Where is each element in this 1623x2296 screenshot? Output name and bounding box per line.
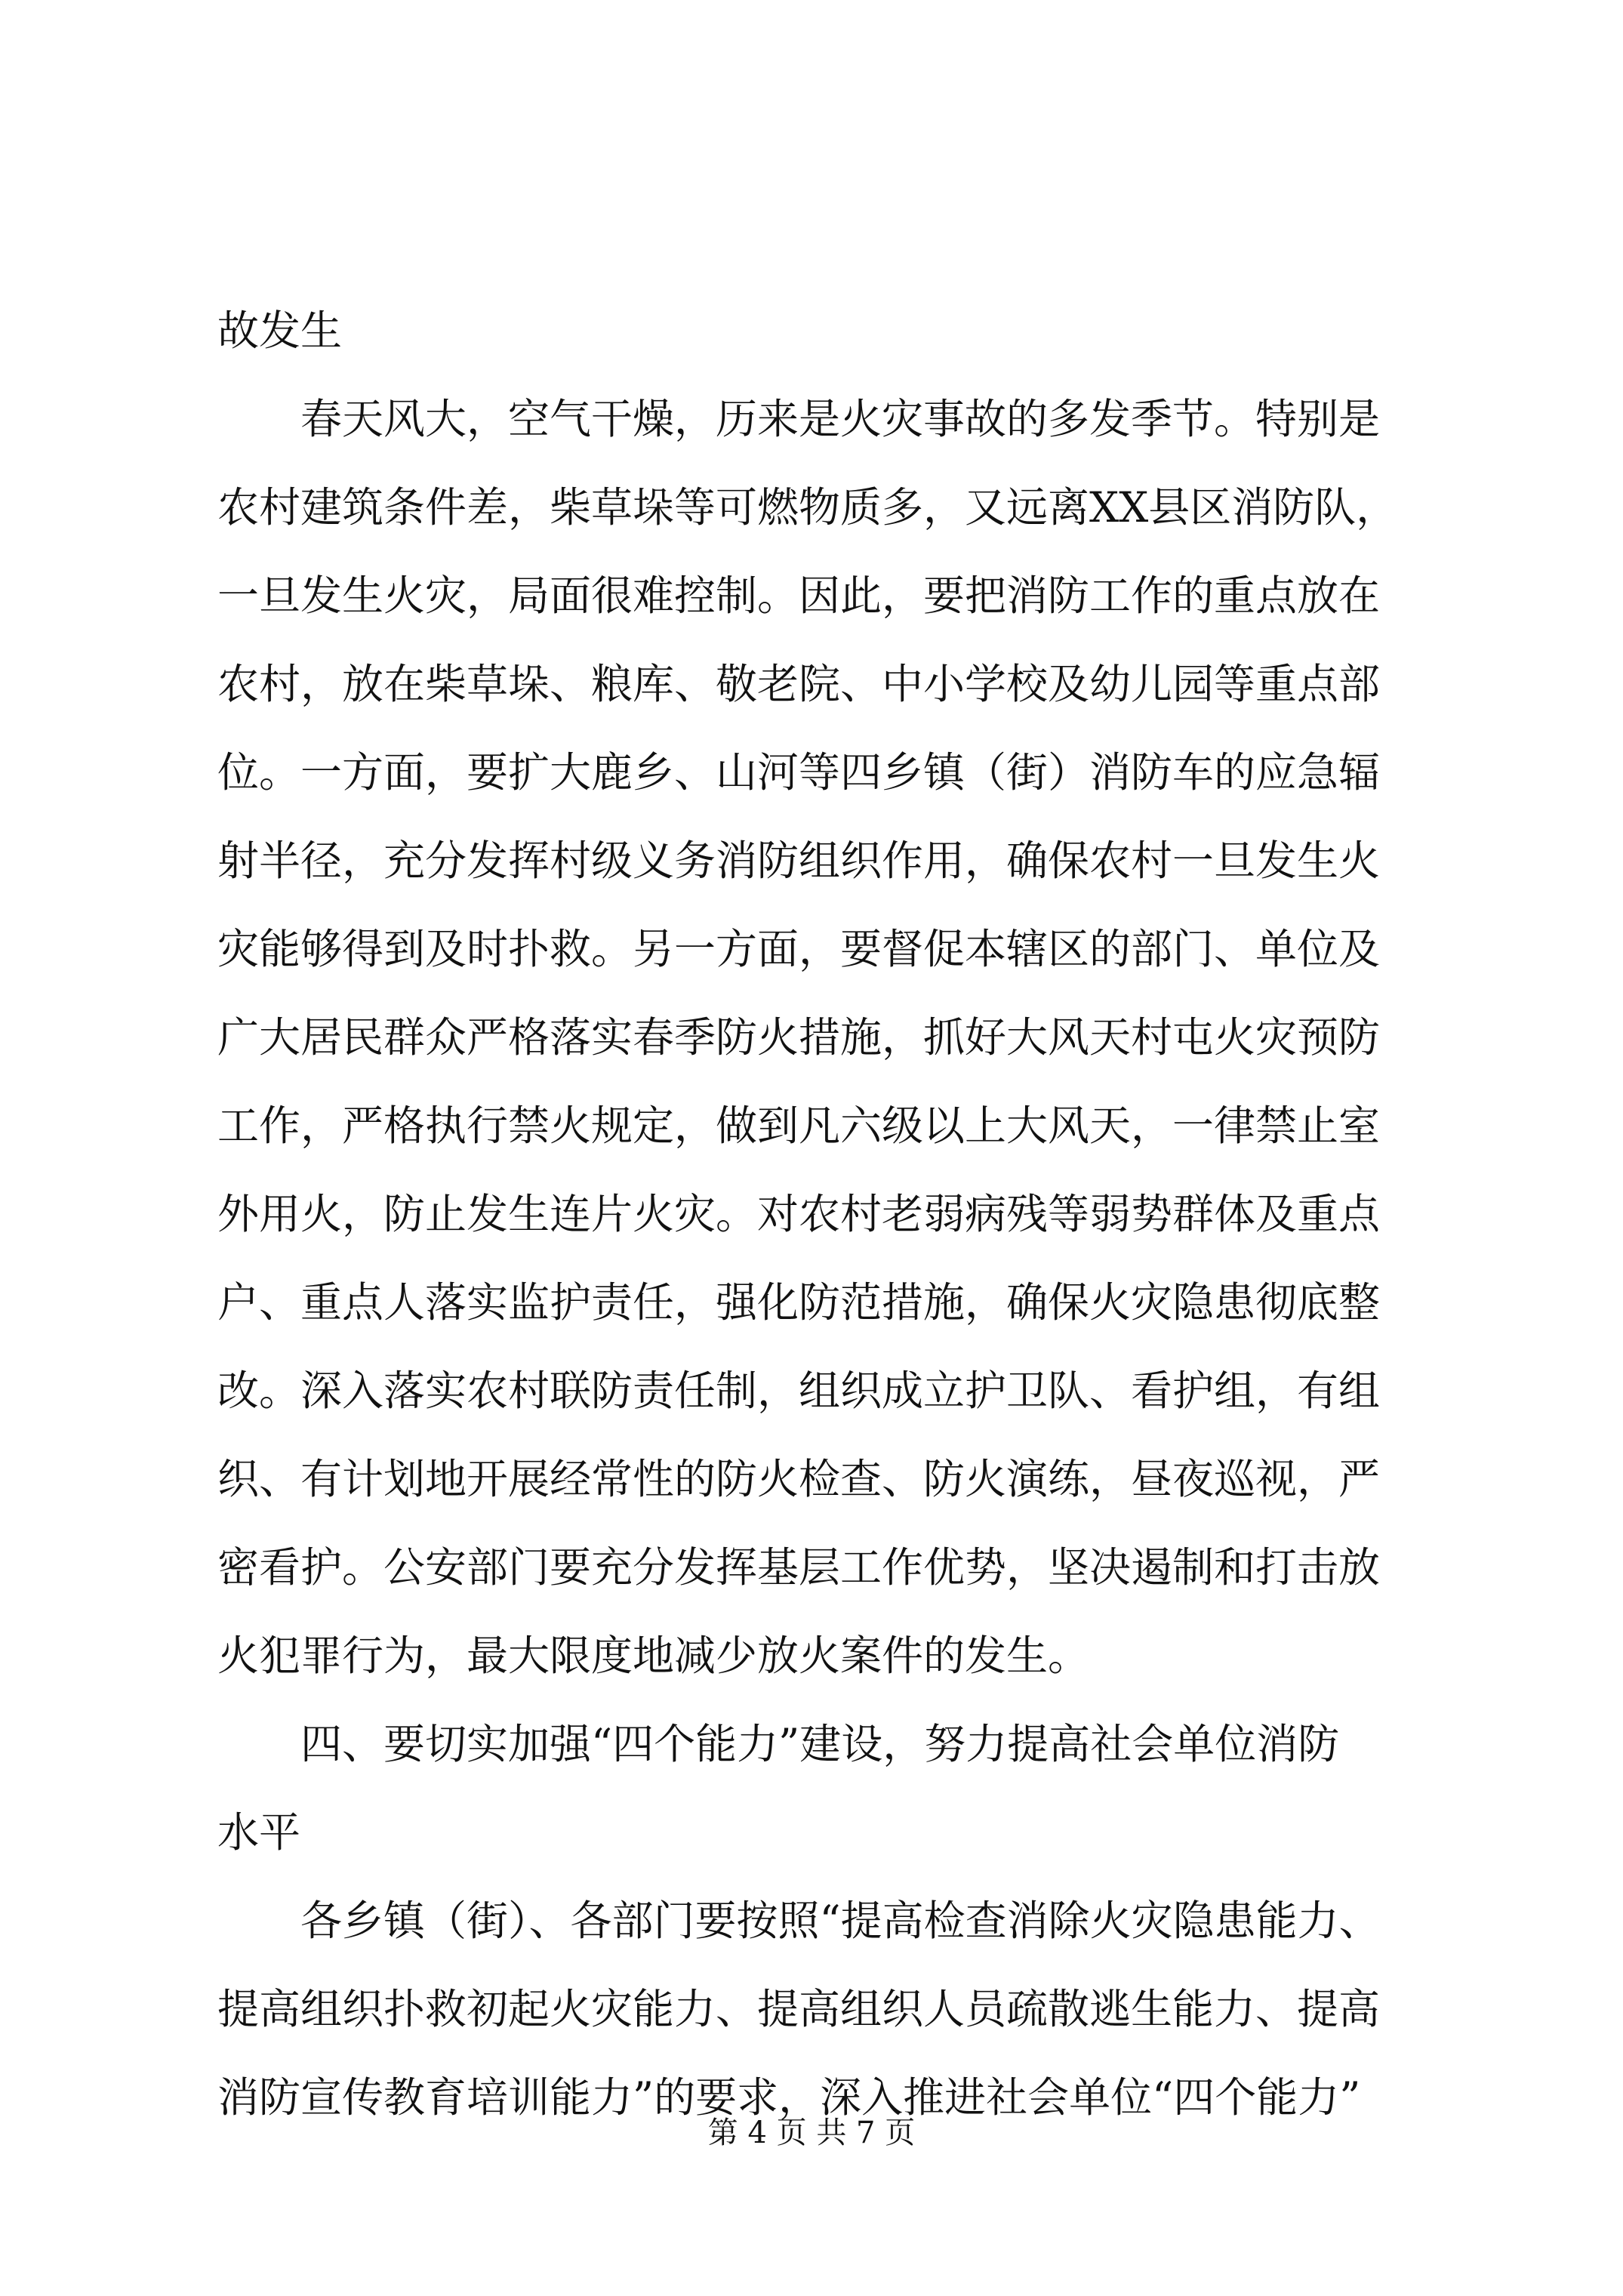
text-line: 户、重点人落实监护责任，强化防范措施，确保火灾隐患彻底整 xyxy=(217,1278,1381,1327)
text-line: 工作，严格执行禁火规定，做到凡六级以上大风天，一律禁止室 xyxy=(217,1102,1381,1150)
section-heading-line: 四、要切实加强“四个能力”建设，努力提高社会单位消防 xyxy=(300,1720,1340,1768)
text-line: 射半径，充分发挥村级义务消防组织作用，确保农村一旦发生火 xyxy=(217,837,1381,885)
text-line: 密看护。公安部门要充分发挥基层工作优势，坚决遏制和打击放 xyxy=(217,1543,1381,1592)
text-line: 各乡镇（街）、各部门要按照“提高检查消除火灾隐患能力、 xyxy=(300,1897,1381,1945)
text-line: 一旦发生火灾，局面很难控制。因此，要把消防工作的重点放在 xyxy=(217,572,1381,620)
text-line: 消防宣传教育培训能力”的要求，深入推进社会单位“四个能力” xyxy=(217,2073,1361,2122)
text-line: 灾能够得到及时扑救。另一方面，要督促本辖区的部门、单位及 xyxy=(217,925,1381,973)
text-line: 织、有计划地开展经常性的防火检查、防火演练，昼夜巡视，严 xyxy=(217,1455,1381,1503)
page-number-footer: 第 4 页 共 7 页 xyxy=(707,2116,916,2150)
text-line: 火犯罪行为，最大限度地减少放火案件的发生。 xyxy=(217,1632,1090,1680)
text-line: 改。深入落实农村联防责任制，组织成立护卫队、看护组，有组 xyxy=(217,1367,1381,1415)
text-line: 外用火，防止发生连片火灾。对农村老弱病残等弱势群体及重点 xyxy=(217,1190,1381,1238)
text-line: 广大居民群众严格落实春季防火措施，抓好大风天村屯火灾预防 xyxy=(217,1013,1381,1062)
document-body xyxy=(217,287,1425,2142)
text-line: 故发生 xyxy=(217,307,343,355)
text-line: 春天风大，空气干燥，历来是火灾事故的多发季节。特别是 xyxy=(300,395,1381,443)
text-line: 农村建筑条件差，柴草垛等可燃物质多，又远离XX县区消防队， xyxy=(217,483,1398,532)
text-line: 位。一方面，要扩大鹿乡、山河等四乡镇（街）消防车的应急辐 xyxy=(217,748,1381,797)
text-line: 提高组织扑救初起火灾能力、提高组织人员疏散逃生能力、提高 xyxy=(217,1985,1381,2033)
section-heading-line: 水平 xyxy=(217,1808,301,1857)
text-line: 农村，放在柴草垛、粮库、敬老院、中小学校及幼儿园等重点部 xyxy=(217,660,1381,708)
